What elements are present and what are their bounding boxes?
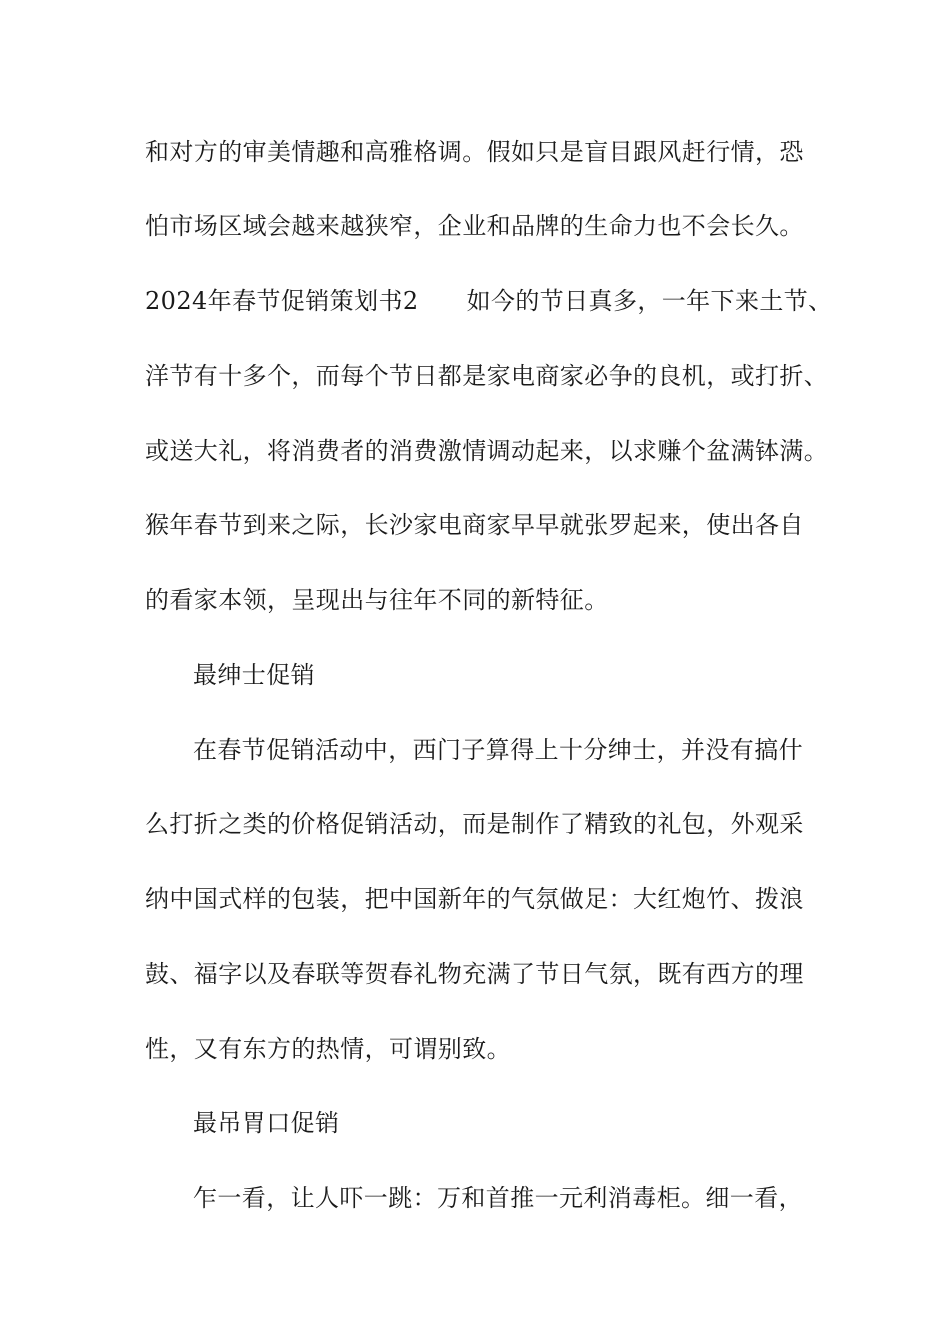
body-text-line: 么打折之类的价格促销活动，而是制作了精致的礼包，外观采	[145, 810, 804, 838]
body-text-line: 鼓、福字以及春联等贺春礼物充满了节日气氛，既有西方的理	[145, 960, 804, 988]
subheading: 最吊胃口促销	[193, 1109, 340, 1137]
body-text-line: 和对方的审美情趣和高雅格调。假如只是盲目跟风赶行情，恐	[145, 138, 804, 166]
body-text-line: 的看家本领，呈现出与往年不同的新特征。	[145, 586, 609, 614]
body-text-line: 乍一看，让人吓一跳：万和首推一元利消毒柜。细一看，	[193, 1184, 803, 1212]
body-text-line: 洋节有十多个，而每个节日都是家电商家必争的良机，或打折、	[145, 362, 829, 390]
subheading: 最绅士促销	[193, 661, 315, 689]
body-text-line: 猴年春节到来之际，长沙家电商家早早就张罗起来，使出各自	[145, 511, 804, 539]
section-heading: 2024年春节促销策划书2	[145, 287, 419, 315]
section-title-line	[145, 286, 833, 316]
body-text-line: 纳中国式样的包装，把中国新年的气氛做足：大红炮竹、拨浪	[145, 885, 804, 913]
body-text-line: 或送大礼，将消费者的消费激情调动起来，以求赚个盆满钵满。	[145, 437, 829, 465]
body-text-line: 在春节促销活动中，西门子算得上十分绅士，并没有搞什	[193, 736, 803, 764]
body-text-line: 怕市场区域会越来越狭窄，企业和品牌的生命力也不会长久。	[145, 212, 804, 240]
body-text: 如今的节日真多，一年下来土节、	[466, 287, 833, 315]
body-text-line: 性，又有东方的热情，可谓别致。	[145, 1035, 511, 1063]
